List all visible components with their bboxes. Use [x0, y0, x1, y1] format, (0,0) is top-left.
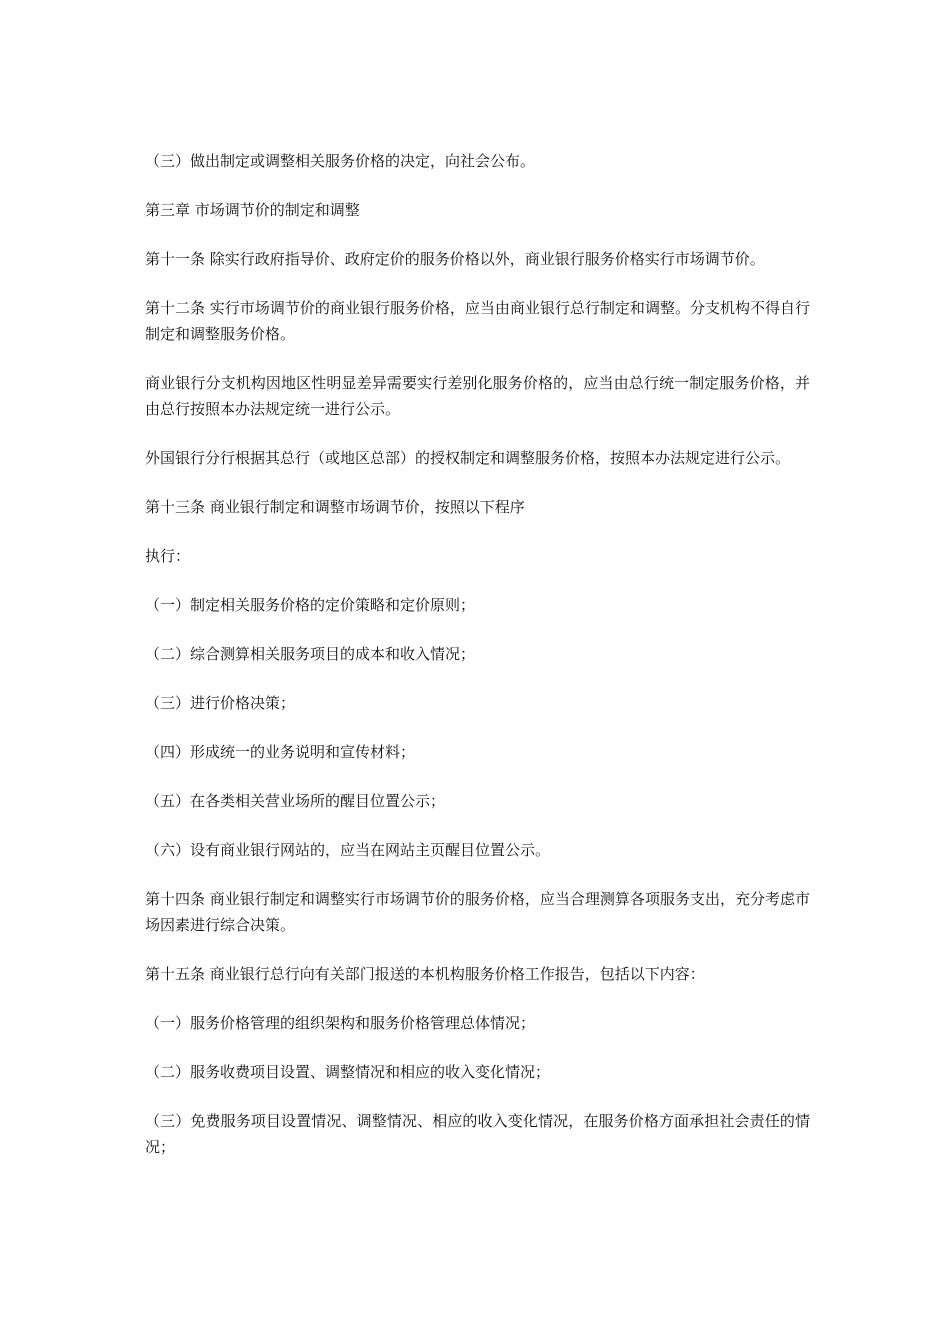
paragraph: 执行： [145, 547, 191, 565]
list-item: （四）形成统一的业务说明和宣传材料； [145, 743, 416, 761]
paragraph: 外国银行分行根据其总行（或地区总部）的授权制定和调整服务价格，按照本办法规定进行公示。 [145, 449, 791, 467]
chapter-heading: 第三章 市场调节价的制定和调整 [145, 201, 360, 219]
article-11: 第十一条 除实行政府指导价、政府定价的服务价格以外，商业银行服务价格实行市场调节价。 [145, 250, 765, 268]
article-12: 第十二条 实行市场调节价的商业银行服务价格，应当由商业银行总行制定和调整。分支机构不得自行制定和调整服务价格。 [145, 299, 810, 343]
article-15: 第十五条 商业银行总行向有关部门报送的本机构服务价格工作报告，包括以下内容： [145, 965, 705, 983]
article-14: 第十四条 商业银行制定和调整实行市场调节价的服务价格，应当合理测算各项服务支出，充分考虑市场因素进行综合决策。 [145, 890, 810, 934]
list-item: （三）免费服务项目设置情况、调整情况、相应的收入变化情况，在服务价格方面承担社会责任的情况； [145, 1112, 810, 1156]
paragraph: （三）做出制定或调整相关服务价格的决定，向社会公布。 [145, 152, 536, 170]
list-item: （二）综合测算相关服务项目的成本和收入情况； [145, 645, 476, 663]
list-item: （一）制定相关服务价格的定价策略和定价原则； [145, 596, 476, 614]
article-13: 第十三条 商业银行制定和调整市场调节价，按照以下程序 [145, 498, 525, 516]
paragraph: 商业银行分支机构因地区性明显差异需要实行差别化服务价格的，应当由总行统一制定服务价格，并由总行按照本办法规定统一进行公示。 [145, 374, 810, 418]
list-item: （三）进行价格决策； [145, 694, 296, 712]
list-item: （二）服务收费项目设置、调整情况和相应的收入变化情况； [145, 1063, 551, 1081]
list-item: （五）在各类相关营业场所的醒目位置公示； [145, 792, 446, 810]
list-item: （六）设有商业银行网站的，应当在网站主页醒目位置公示。 [145, 841, 551, 859]
list-item: （一）服务价格管理的组织架构和服务价格管理总体情况； [145, 1014, 536, 1032]
document-body [145, 148, 810, 1183]
